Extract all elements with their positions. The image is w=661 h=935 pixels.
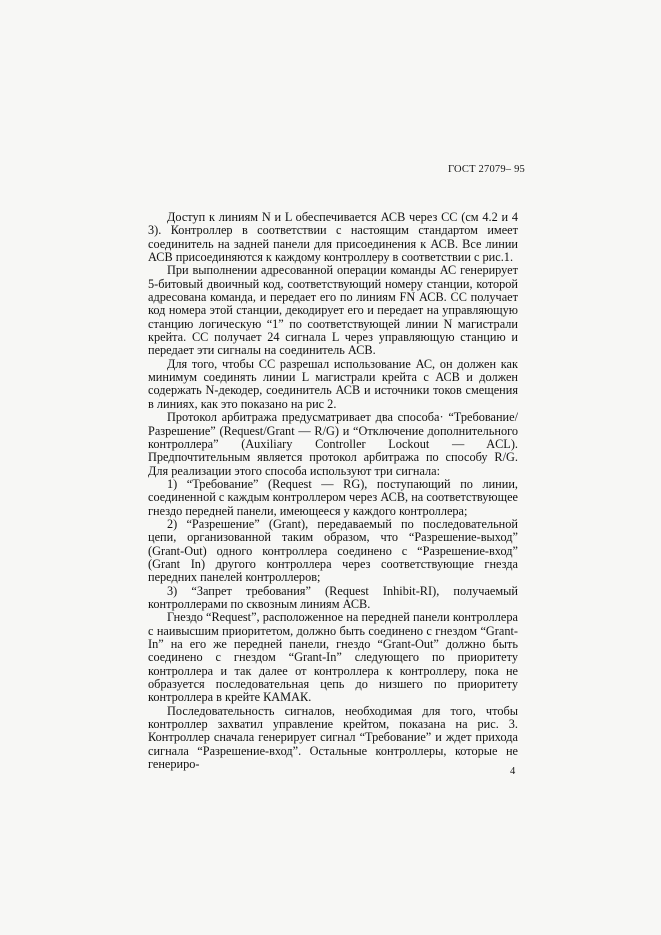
paragraph-acb-access: Доступ к линиям N и L обеспечивается АСВ через СС (см 4.2 и 4 3). Контроллер в соответствии с настоящим стандартом имеет соединитель на задней панели для присоединения к АСВ. Все линии АСВ присоединяются к каждому контроллеру в соответствии с рис.1. [148,210,518,265]
paragraph-signal-request-inhibit: 3) “Запрет требования” (Request Inhibit-RI), получаемый контроллерами по сквозным линиям АСВ. [148,583,518,611]
paragraph-addressed-operation: При выполнении адресованной операции команды АС генерирует 5-битовый двоичный код, соответствующий номеру станции, которой адресована команда, и передает его по линиям FN АСВ. СС получает код номера этой станции, декодирует его и передает на управляющую станцию логическую “1” по соответствующей линии N магистрали крейта. СС получает 24 сигнала L через управляющую станцию и передает эти сигналы на соединитель АСВ. [148,263,518,358]
paragraph-signal-grant: 2) “Разрешение” (Grant), передаваемый по последовательной цепи, организованной таким образом, что “Разрешение-выход” (Grant-Out) одного контроллера соединено с “Разрешение-вход” (Grant In) другого контроллера через соответствующие гнезда передних панелей контроллеров; [148,516,518,585]
paragraph-signal-request: 1) “Требование” (Request — RG), поступающий по линии, соединенной с каждым контроллером через АСВ, на соответствующее гнездо передней панели, имеющееся у каждого контроллера; [148,476,518,518]
paragraph-arbitration-protocol: Протокол арбитража предусматривает два способа· “Требование/Разрешение” (Request/Grant — R/G) и “Отключение дополнительного контроллера” (Auxiliary Controller Lockout — ACL). Предпочтительным является протокол арбитража по способу R/G. Для реализации этого способа используют три сигнала: [148,410,518,478]
standard-header: ГОСТ 27079– 95 [448,164,525,175]
paragraph-signal-sequence: Последовательность сигналов, необходимая для того, чтобы контроллер захватил управление крейтом, показана на рис. 3. Контроллер сначала генерирует сигнал “Требование” и ждет прихода сигнала “Разрешение-вход”. Остальные контроллеры, которые не генериро- [148,703,518,772]
paragraph-cc-requirements: Для того, чтобы СС разрешал использование АС, он должен как минимум соединять линии L магистрали крейта с АСВ и должен содержать N-декодер, соединитель АСВ и источники токов смещения в линиях, как это показано на рис 2. [148,356,518,411]
page-number: 4 [510,766,516,777]
body-text [148,211,518,771]
paragraph-request-socket: Гнездо “Request”, расположенное на передней панели контроллера с наивысшим приоритетом, должно быть соединено с гнездом “Grant-In” на его же передней панели, гнездо “Grant-Out” должно быть соединено с гнездом “Grant-In” следующего по приоритету контроллера и так далее от контроллера к контроллеру, пока не образуется последовательная цепь до низшего по приоритету контроллера в крейте КАМАК. [148,610,518,705]
